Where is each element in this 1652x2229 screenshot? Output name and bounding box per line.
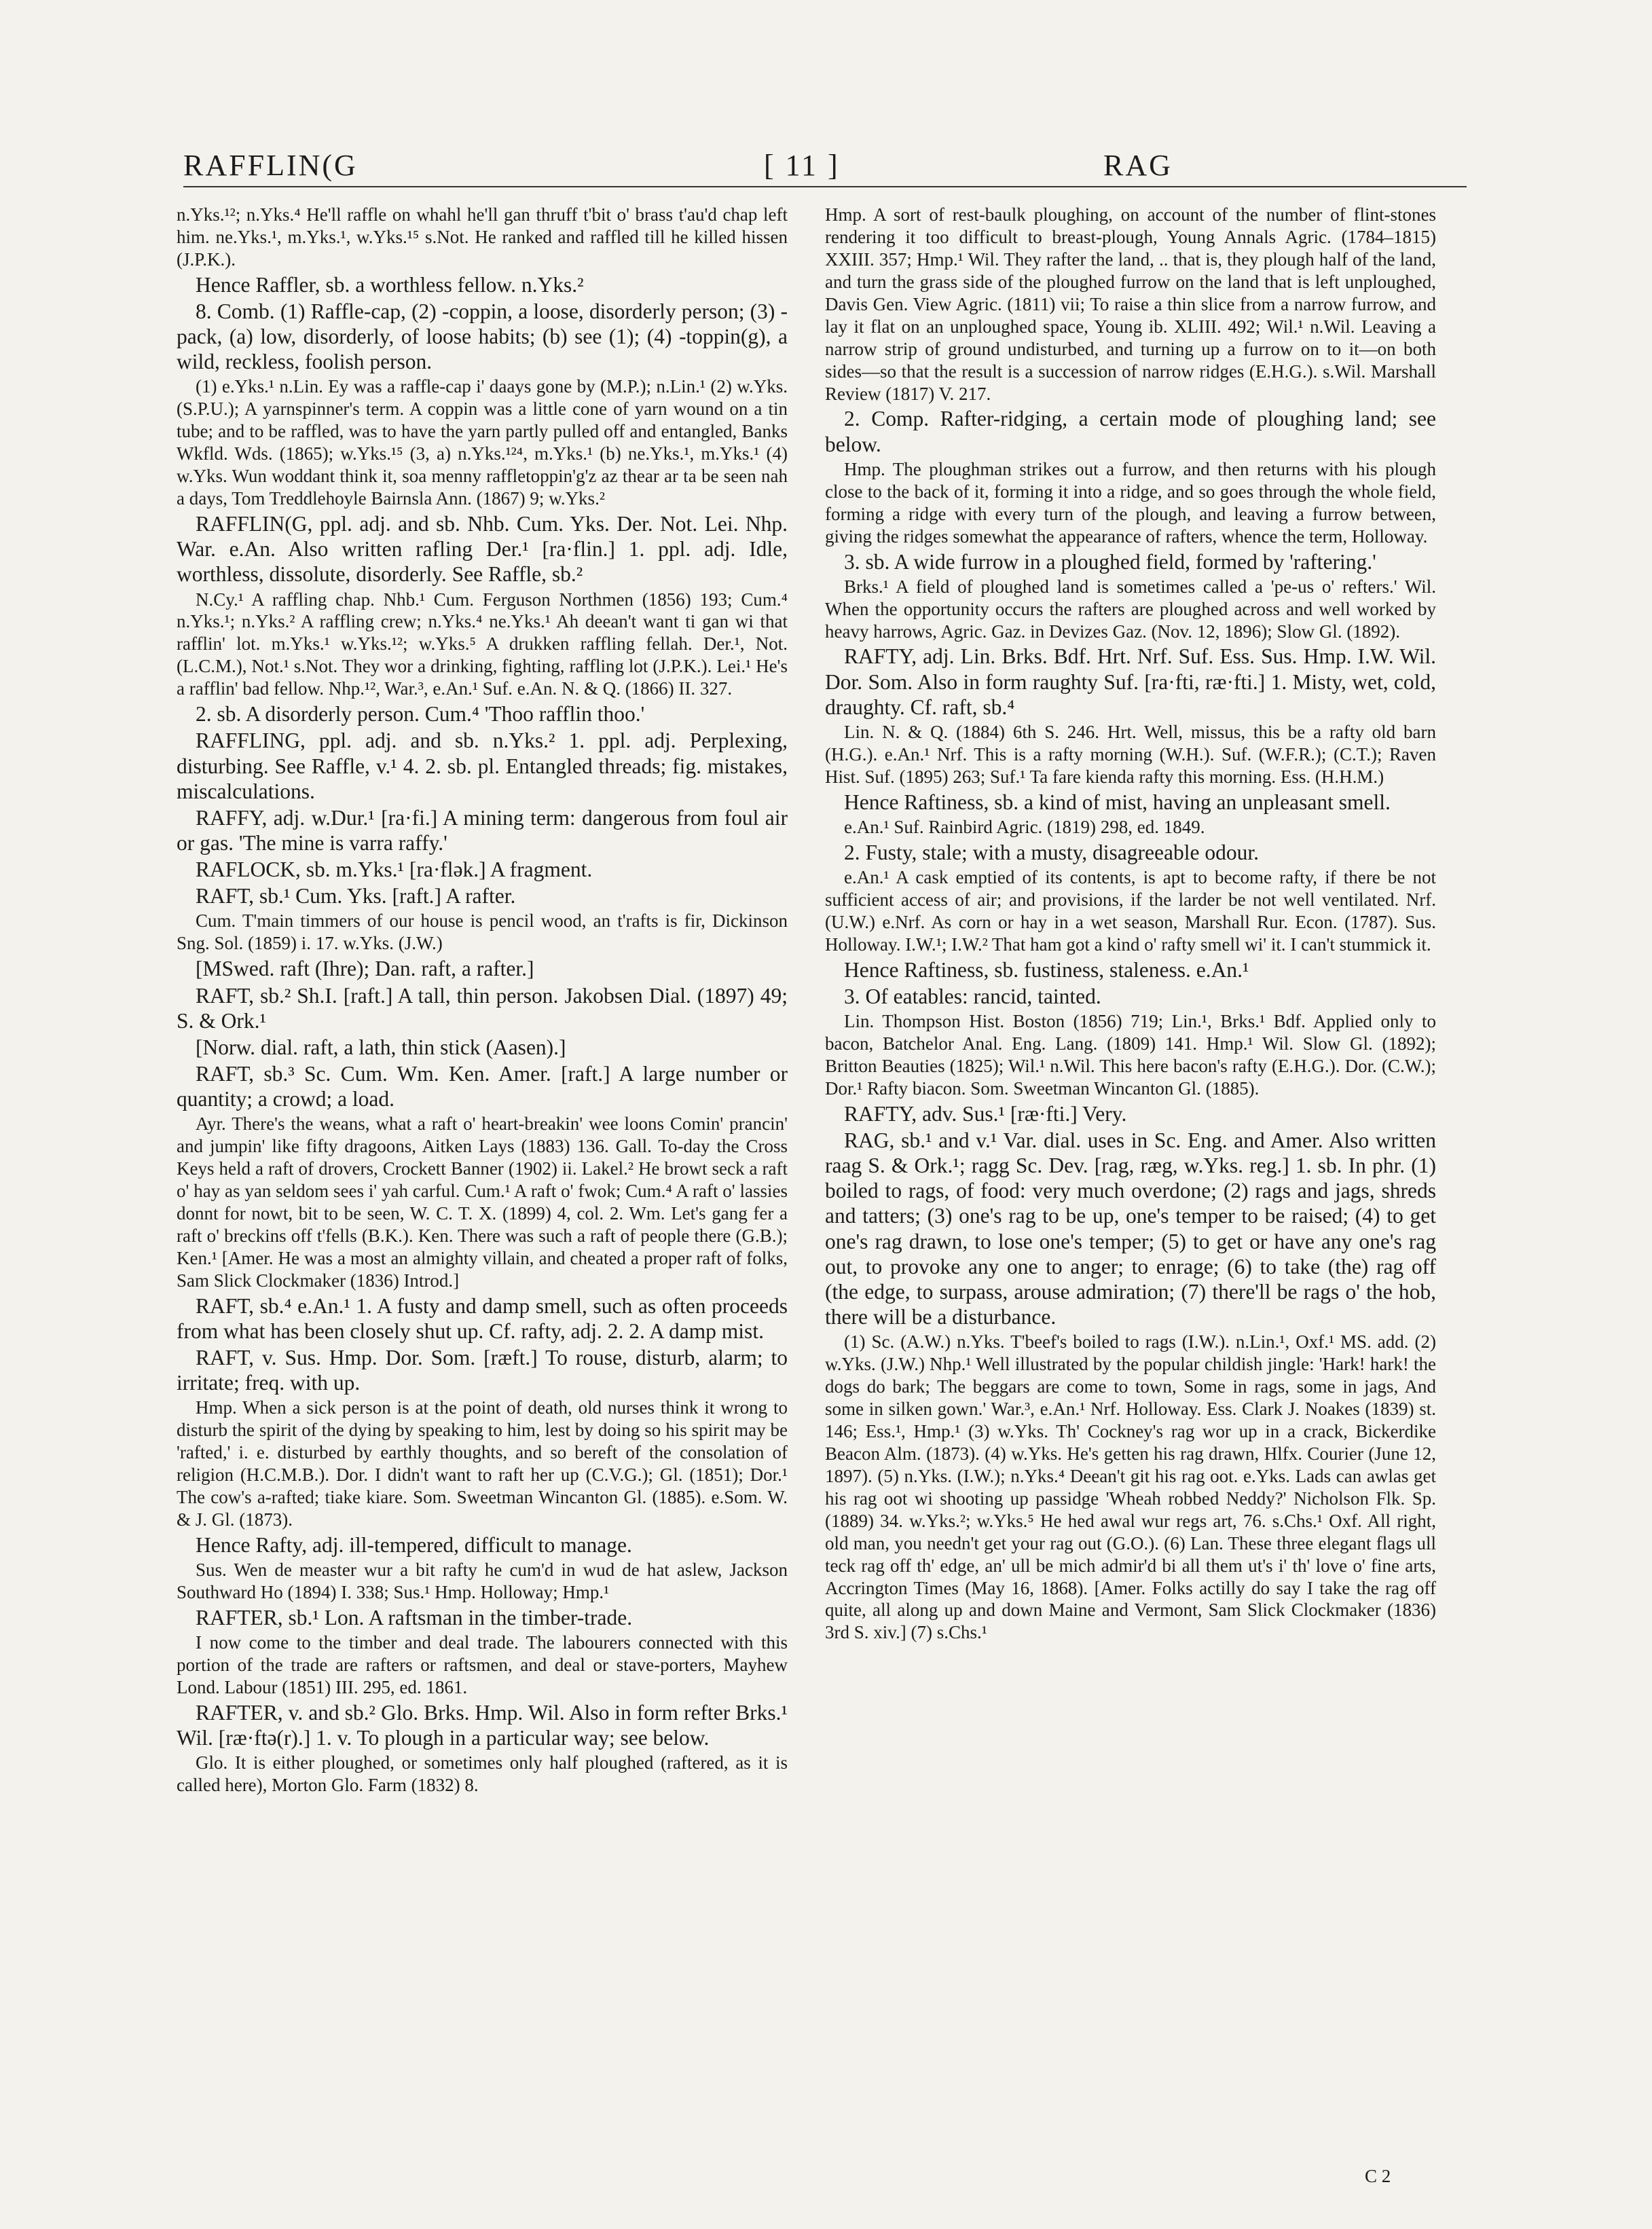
entry-paragraph: Hence Raftiness, sb. a kind of mist, having an unpleasant smell. <box>844 790 1391 814</box>
entry-paragraph: RAFLOCK, sb. m.Yks.¹ [ra·flək.] A fragment. <box>196 858 593 882</box>
entry-paragraph: Hence Raftiness, sb. fustiness, staleness. e.An.¹ <box>844 957 1249 982</box>
entry-paragraph: RAFTY, adj. Lin. Brks. Bdf. Hrt. Nrf. Suf. Ess. Sus. Hmp. I.W. Wil. Dor. Som. Also in form raughty Suf. [ra·fti, ræ·fti.] 1. Misty, wet, cold, draughty. Cf. raft, sb.⁴ <box>825 644 1436 719</box>
entry-paragraph: n.Yks.¹²; n.Yks.⁴ He'll raffle on whahl he'll gan thruff t'bit o' brass t'au'd chap left him. ne.Yks.¹, m.Yks.¹, w.Yks.¹⁵ s.Not. He ranked and raffled till he killed hissen (J.P.K.). <box>177 204 788 270</box>
left-column <box>177 204 788 1798</box>
entry-paragraph: RAFT, sb.⁴ e.An.¹ 1. A fusty and damp smell, such as often proceeds from what has been closely shut up. Cf. rafty, adj. 2. 2. A damp mist. <box>177 1293 788 1343</box>
entry-paragraph: RAFFY, adj. w.Dur.¹ [ra·fi.] A mining term: dangerous from foul air or gas. 'The mine is varra raffy.' <box>177 805 788 855</box>
entry-paragraph: Ayr. There's the weans, what a raft o' heart-breakin' wee loons Comin' prancin' and jumpin' like fifty dragoons, Aitken Lays (1883) 136. Gall. To-day the Cross Keys held a raft of drovers, Crockett Banner (1902) ii. Lakel.² He browt seck a raft o' hay as yan seldom sees i' yah carful. Cum.¹ A raft o' fwok; Cum.⁴ A raft o' lassies donnt for nowt, bit to be seen, W. C. T. X. (1899) 4, col. 2. Wm. Let's gang fer a raft o' breckins off t'fells (B.K.). Ken. There was such a raft of people there (G.B.); Ken.¹ [Amer. He was a most an almighty villain, and cheated a proper raft of folks, Sam Slick Clockmaker (1836) Introd.] <box>177 1113 788 1291</box>
entry-paragraph: N.Cy.¹ A raffling chap. Nhb.¹ Cum. Ferguson Northmen (1856) 193; Cum.⁴ n.Yks.¹; n.Yks.² A raffling crew; n.Yks.⁴ ne.Yks.¹ Ah deean't want ti gan wi that rafflin' lot. m.Yks.¹ w.Yks.¹²; w.Yks.⁵ A drukken raffling fellah. Der.¹, Not. (L.C.M.), Not.¹ s.Not. They wor a drinking, fighting, raffling lot (J.P.K.). Lei.¹ He's a rafflin' bad fellow. Nhp.¹², War.³, e.An.¹ Suf. e.An. N. & Q. (1866) II. 327. <box>177 589 788 699</box>
entry-paragraph: Hence Raffler, sb. a worthless fellow. n.Yks.² <box>196 272 584 297</box>
entry-paragraph: e.An.¹ A cask emptied of its contents, is apt to become rafty, if there be not sufficient access of air; and provisions, if the larder be not well ventilated. Nrf. (U.W.) e.Nrf. As corn or hay in a wet season, Marshall Rur. Econ. (1787). Sus. Holloway. I.W.¹; I.W.² That ham got a kind o' rafty smell wi' it. I can't stummick it. <box>825 867 1436 955</box>
entry-paragraph: 3. Of eatables: rancid, tainted. <box>844 984 1101 1008</box>
entry-paragraph: RAFT, sb.² Sh.I. [raft.] A tall, thin person. Jakobsen Dial. (1897) 49; S. & Ork.¹ <box>177 983 788 1033</box>
entry-paragraph: Cum. T'main timmers of our house is pencil wood, an t'rafts is fir, Dickinson Sng. Sol. (1859) i. 17. w.Yks. (J.W.) <box>177 910 788 954</box>
entry-paragraph: RAFT, sb.¹ Cum. Yks. [raft.] A rafter. <box>196 884 516 908</box>
header-left-word: RAFFLIN(G <box>183 149 358 182</box>
entry-paragraph: RAFTY, adv. Sus.¹ [ræ·fti.] Very. <box>844 1101 1127 1126</box>
entry-paragraph: Hmp. A sort of rest-baulk ploughing, on account of the number of flint-stones rendering it too difficult to breast-plough, Young Annals Agric. (1784–1815) XXIII. 357; Hmp.¹ Wil. They rafter the land, .. that is, they plough half of the land, and turn the grass side of the ploughed furrow on the land that is left unploughed, Davis Gen. View Agric. (1811) vii; To raise a thin slice from a narrow furrow, and lay it flat on an unploughed space, Young ib. XLIII. 492; Wil.¹ n.Wil. Leaving a narrow strip of ground undisturbed, and turning up a furrow on to it—on both sides—so that the result is a succession of narrow ridges (E.H.G.). s.Wil. Marshall Review (1817) V. 217. <box>825 204 1436 404</box>
entry-paragraph: RAFTER, v. and sb.² Glo. Brks. Hmp. Wil. Also in form refter Brks.¹ Wil. [ræ·ftə(r).] 1. v. To plough in a particular way; see below. <box>177 1701 788 1750</box>
running-header <box>183 148 1467 186</box>
right-column <box>825 204 1436 1645</box>
entry-paragraph: 2. Fusty, stale; with a musty, disagreeable odour. <box>844 840 1259 864</box>
entry-paragraph: Glo. It is either ploughed, or sometimes only half ploughed (raftered, as it is called here), Morton Glo. Farm (1832) 8. <box>177 1752 788 1796</box>
page-number: [ 11 ] <box>764 149 840 182</box>
entry-paragraph: e.An.¹ Suf. Rainbird Agric. (1819) 298, ed. 1849. <box>844 816 1205 837</box>
entry-paragraph: RAFTER, sb.¹ Lon. A raftsman in the timber-trade. <box>196 1606 633 1630</box>
entry-paragraph: RAFT, v. Sus. Hmp. Dor. Som. [ræft.] To rouse, disturb, alarm; to irritate; freq. with up. <box>177 1346 788 1395</box>
entry-paragraph: RAFFLIN(G, ppl. adj. and sb. Nhb. Cum. Yks. Der. Not. Lei. Nhp. War. e.An. Also written rafling Der.¹ [ra·flin.] 1. ppl. adj. Idle, worthless, dissolute, disorderly. See Raffle, sb.² <box>177 512 788 587</box>
entry-paragraph: (1) e.Yks.¹ n.Lin. Ey was a raffle-cap i' daays gone by (M.P.); n.Lin.¹ (2) w.Yks. (S.P.U.); A yarnspinner's term. A coppin was a little cone of yarn wound on a tin tube; and to be raffled, was to have the yarn partly pulled off and entangled, Banks Wkfld. Wds. (1865); w.Yks.¹⁵ (3, a) n.Yks.¹²⁴, m.Yks.¹ (b) ne.Yks.¹, m.Yks.¹ (4) w.Yks. Wun woddant think it, soa menny raffletoppin'g'z az thear ar ta be seen nah a days, Tom Treddlehoyle Bairnsla Ann. (1867) 9; w.Yks.² <box>177 376 788 509</box>
entry-paragraph: Lin. Thompson Hist. Boston (1856) 719; Lin.¹, Brks.¹ Bdf. Applied only to bacon, Batchelor Anal. Eng. Lang. (1809) 141. Hmp.¹ Wil. Slow Gl. (1892); Britton Beauties (1825); Wil.¹ n.Wil. This here bacon's rafty (E.H.G.). Dor. (C.W.); Dor.¹ Rafty biacon. Som. Sweetman Wincanton Gl. (1885). <box>825 1011 1436 1099</box>
signature-mark: C 2 <box>1365 2166 1391 2186</box>
header-rule <box>183 186 1467 187</box>
entry-paragraph: RAG, sb.¹ and v.¹ Var. dial. uses in Sc. Eng. and Amer. Also written raag S. & Ork.¹; ragg Sc. Dev. [rag, ræg, w.Yks. reg.] 1. sb. In phr. (1) boiled to rags, of food: very much overdone; (2) rags and jags, shreds and tatters; (3) one's rag to be up, one's temper to be raised; (4) to get one's rag drawn, to lose one's temper; (5) to get or have any one's rag out, to provoke any one to anger; to enrage; (6) to take (the) rag off (the edge, to surpass, arouse admiration; (7) there'll be rags o' the hob, there will be a disturbance. <box>825 1128 1436 1329</box>
entry-paragraph: 2. sb. A disorderly person. Cum.⁴ 'Thoo rafflin thoo.' <box>196 702 645 726</box>
entry-paragraph: Sus. Wen de measter wur a bit rafty he cum'd in wud de hat aslew, Jackson Southward Ho (1894) I. 338; Sus.¹ Hmp. Holloway; Hmp.¹ <box>177 1560 788 1603</box>
entry-paragraph: Hence Rafty, adj. ill-tempered, difficult to manage. <box>196 1533 632 1558</box>
entry-paragraph: I now come to the timber and deal trade. The labourers connected with this portion of the trade are rafters or raftsmen, and deal or stave-porters, Mayhew Lond. Labour (1851) III. 295, ed. 1861. <box>177 1632 788 1698</box>
header-right-word: RAG <box>1103 149 1173 182</box>
entry-paragraph: 8. Comb. (1) Raffle-cap, (2) -coppin, a loose, disorderly person; (3) -pack, (a) low, disorderly, of loose habits; (b) see (1); (4) -toppin(g), a wild, reckless, foolish person. <box>177 299 788 374</box>
entry-paragraph: Brks.¹ A field of ploughed land is sometimes called a 'pe-us o' refters.' Wil. When the opportunity occurs the rafters are ploughed across and well worked by heavy harrows, Agric. Gaz. in Devizes Gaz. (Nov. 12, 1896); Slow Gl. (1892). <box>825 576 1436 642</box>
entry-paragraph: RAFT, sb.³ Sc. Cum. Wm. Ken. Amer. [raft.] A large number or quantity; a crowd; a load. <box>177 1061 788 1111</box>
entry-paragraph: 2. Comp. Rafter-ridging, a certain mode of ploughing land; see below. <box>825 407 1436 456</box>
entry-paragraph: [MSwed. raft (Ihre); Dan. raft, a rafter.] <box>196 957 534 981</box>
entry-paragraph: (1) Sc. (A.W.) n.Yks. T'beef's boiled to rags (I.W.). n.Lin.¹, Oxf.¹ MS. add. (2) w.Yks. (J.W.) Nhp.¹ Well illustrated by the popular childish jingle: 'Hark! hark! the dogs do bark; The beggars are come to town, Some in rags, some in jags, And some in silken gown.' War.³, e.An.¹ Nrf. Holloway. Ess. Clark J. Noakes (1839) st. 146; Ess.¹, Hmp.¹ (3) w.Yks. Th' Cockney's rag wor up in a crack, Bickerdike Beacon Alm. (1873). (4) w.Yks. He's getten his rag drawn, Hlfx. Courier (June 12, 1897). (5) n.Yks. (I.W.); n.Yks.⁴ Deean't git his rag oot. e.Yks. Lads can awlas get his rag oot wi shooting up passidge 'Wheah robbed Neddy?' Nicholson Flk. Sp. (1889) 34. w.Yks.²; w.Yks.⁵ He hed awal wur regs art, 76. s.Chs.¹ Oxf. All right, old man, you needn't get your rag out (G.O.). (6) Lan. These three elegant flags ull teck rag off th' edge, an' ull be mich admir'd bi all them ut's i' th' love o' fine arts, Accrington Times (May 16, 1868). [Amer. Folks actilly do say I take the rag off quite, all along up and down Maine and Vermont, Sam Slick Clockmaker (1836) 3rd S. xiv.] (7) s.Chs.¹ <box>825 1331 1436 1643</box>
entry-paragraph: 3. sb. A wide furrow in a ploughed field, formed by 'raftering.' <box>844 549 1376 574</box>
entry-paragraph: Lin. N. & Q. (1884) 6th S. 246. Hrt. Well, missus, this be a rafty old barn (H.G.). e.An.¹ Nrf. This is a rafty morning (W.H.). Suf. (W.F.R.); (C.T.); Raven Hist. Suf. (1895) 263; Suf.¹ Ta fare kienda rafty this morning. Ess. (H.H.M.) <box>825 721 1436 787</box>
entry-paragraph: RAFFLING, ppl. adj. and sb. n.Yks.² 1. ppl. adj. Perplexing, disturbing. See Raffle, v.¹ 4. 2. sb. pl. Entangled threads; fig. mistakes, miscalculations. <box>177 729 788 803</box>
entry-paragraph: [Norw. dial. raft, a lath, thin stick (Aasen).] <box>196 1035 566 1059</box>
entry-paragraph: Hmp. The ploughman strikes out a furrow, and then returns with his plough close to the back of it, forming it into a ridge, and so goes through the whole field, forming a ridge with every turn of the plough, and leaving a furrow between, giving the ridges somewhat the appearance of rafters, whence the term, Holloway. <box>825 458 1436 547</box>
entry-paragraph: Hmp. When a sick person is at the point of death, old nurses think it wrong to disturb the spirit of the dying by speaking to him, lest by doing so his spirit may be 'rafted,' i. e. disturbed by earthly thoughts, and so bereft of the consolation of religion (H.C.M.B.). Dor. I didn't want to raft her up (C.V.G.); Gl. (1851); Dor.¹ The cow's a-rafted; tiake kiare. Som. Sweetman Wincanton Gl. (1885). e.Som. W. & J. Gl. (1873). <box>177 1397 788 1530</box>
